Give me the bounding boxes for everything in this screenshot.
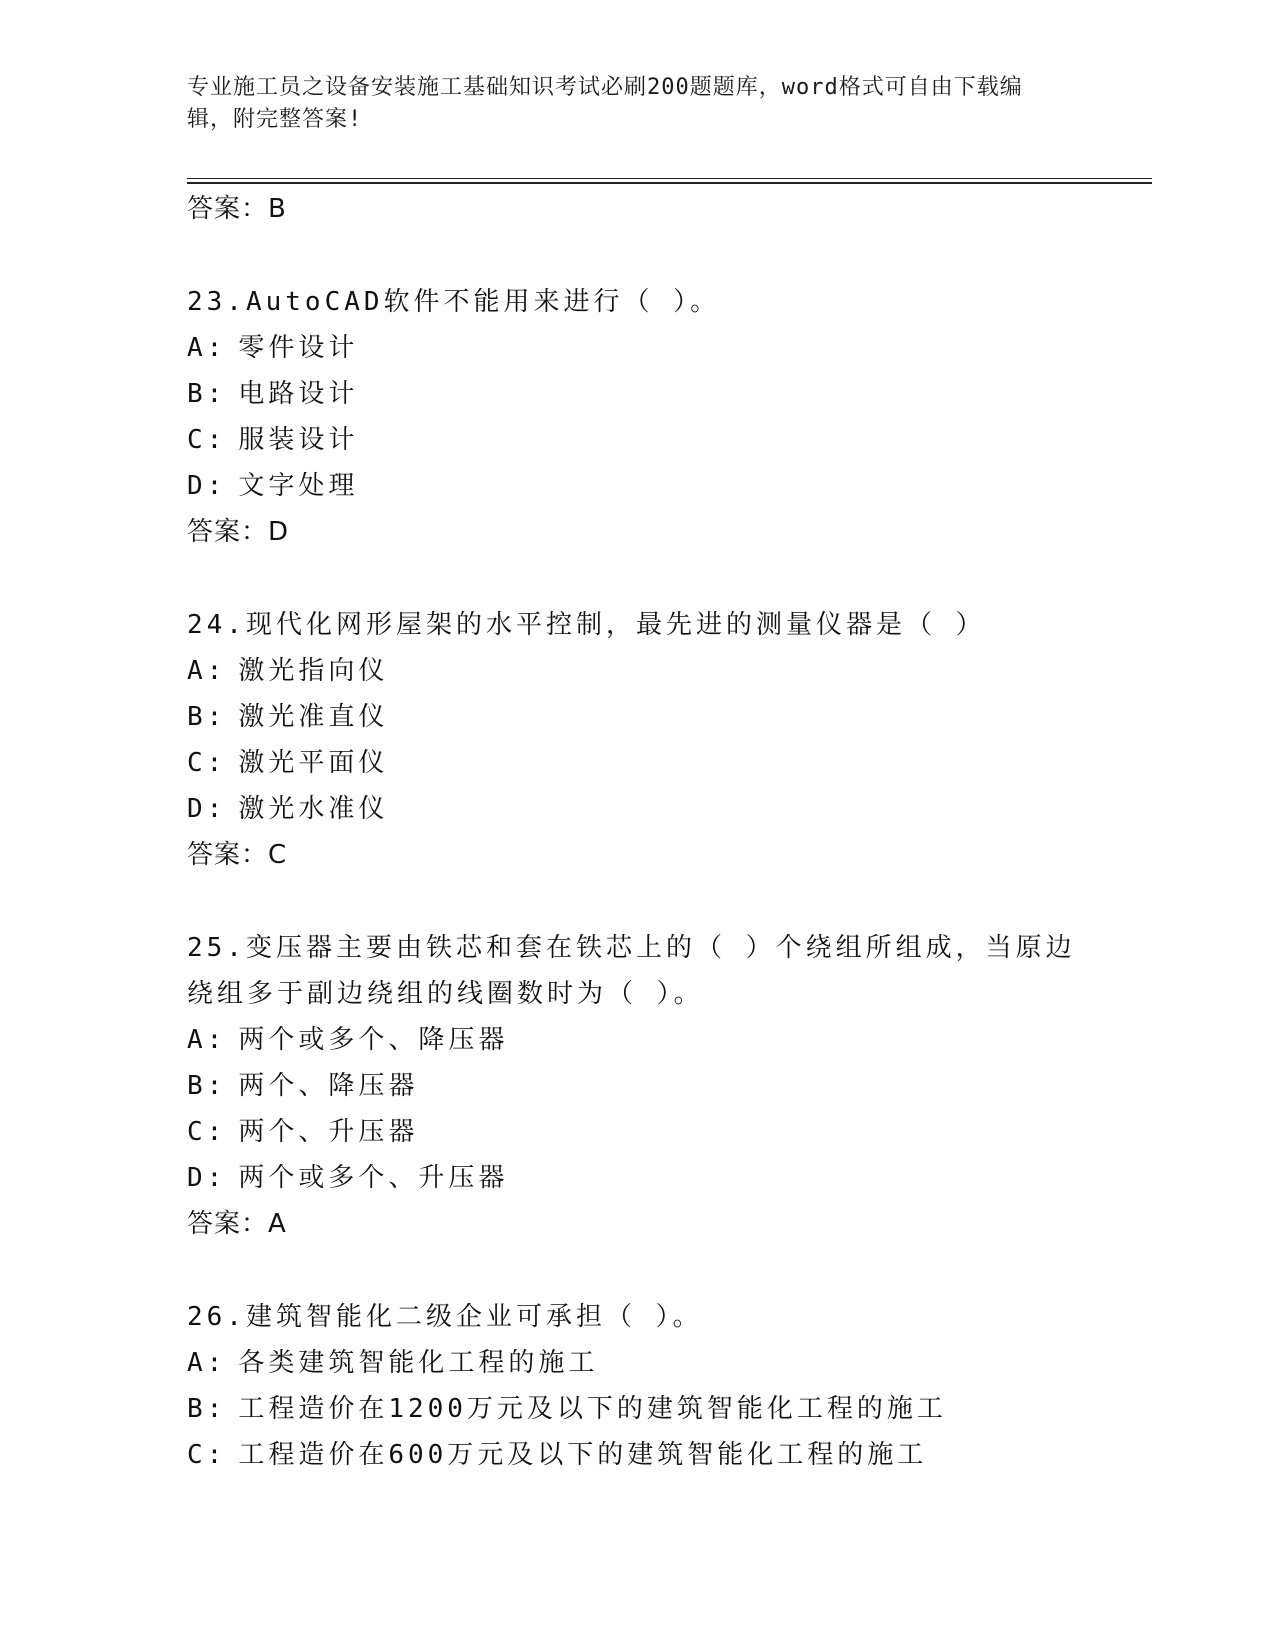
- answer-line: [187, 832, 1087, 878]
- answer-label: 答案：: [187, 194, 269, 224]
- option-letter: D:: [187, 794, 227, 824]
- option-letter: A:: [187, 656, 227, 686]
- option-letter: A:: [187, 333, 227, 363]
- option-b: [187, 1063, 1087, 1109]
- answer-value: B: [268, 194, 287, 224]
- header-divider-thin: [187, 178, 1152, 179]
- answer-label: 答案：: [187, 840, 269, 870]
- option-letter: B:: [187, 379, 227, 409]
- option-d: [187, 463, 1087, 509]
- option-text: 两个、升压器: [238, 1117, 419, 1147]
- answer-label: 答案：: [187, 517, 269, 547]
- option-text: 激光平面仪: [238, 748, 389, 778]
- option-text: 电路设计: [238, 379, 359, 409]
- option-letter: A:: [187, 1348, 227, 1378]
- option-d: [187, 1155, 1087, 1201]
- question-text: 24.现代化网形屋架的水平控制，最先进的测量仪器是（ ）: [187, 610, 986, 640]
- question-block-24: [187, 602, 1087, 878]
- option-letter: C:: [187, 748, 227, 778]
- document-header: [187, 72, 1067, 136]
- option-a: [187, 325, 1087, 371]
- header-title: 专业施工员之设备安装施工基础知识考试必刷200题题库，word格式可自由下载编辑，附完整答案!: [187, 75, 1023, 132]
- option-letter: C:: [187, 1440, 227, 1470]
- option-text: 工程造价在1200万元及以下的建筑智能化工程的施工: [238, 1394, 947, 1424]
- option-c: [187, 1109, 1087, 1155]
- option-text: 两个、降压器: [238, 1071, 419, 1101]
- answer-label: 答案：: [187, 1209, 269, 1239]
- option-text: 各类建筑智能化工程的施工: [238, 1348, 599, 1378]
- option-letter: C:: [187, 425, 227, 455]
- answer-value: A: [268, 1209, 287, 1239]
- option-text: 激光水准仪: [238, 794, 389, 824]
- previous-answer: [187, 186, 1087, 232]
- answer-line: [187, 509, 1087, 555]
- option-text: 激光准直仪: [238, 702, 389, 732]
- question-block-25: [187, 925, 1087, 1247]
- option-text: 激光指向仪: [238, 656, 389, 686]
- option-b: [187, 694, 1087, 740]
- question-block-23: [187, 279, 1087, 555]
- option-a: [187, 1017, 1087, 1063]
- option-c: [187, 1432, 1087, 1478]
- option-a: [187, 1340, 1087, 1386]
- answer-line: [187, 1201, 1087, 1247]
- option-letter: B:: [187, 1394, 227, 1424]
- option-c: [187, 417, 1087, 463]
- question-block-26: [187, 1294, 1087, 1478]
- option-text: 两个或多个、升压器: [238, 1163, 509, 1193]
- option-text: 工程造价在600万元及以下的建筑智能化工程的施工: [238, 1440, 928, 1470]
- question-list: [187, 186, 1087, 1478]
- option-letter: B:: [187, 1071, 227, 1101]
- option-text: 服装设计: [238, 425, 359, 455]
- answer-value: C: [268, 840, 288, 870]
- question-text: 25.变压器主要由铁芯和套在铁芯上的（ ）个绕组所组成，当原边绕组多于副边绕组的线圈数时为（ ）。: [187, 933, 1076, 1009]
- option-text: 零件设计: [238, 333, 359, 363]
- option-text: 两个或多个、降压器: [238, 1025, 509, 1055]
- answer-value: D: [268, 517, 290, 547]
- option-letter: C:: [187, 1117, 227, 1147]
- question-text: 26.建筑智能化二级企业可承担（ ）。: [187, 1302, 703, 1332]
- option-d: [187, 786, 1087, 832]
- option-letter: A:: [187, 1025, 227, 1055]
- option-b: [187, 371, 1087, 417]
- option-text: 文字处理: [238, 471, 359, 501]
- option-letter: D:: [187, 1163, 227, 1193]
- option-letter: B:: [187, 702, 227, 732]
- header-divider-thick: [187, 182, 1152, 184]
- option-a: [187, 648, 1087, 694]
- option-letter: D:: [187, 471, 227, 501]
- question-text: 23.AutoCAD软件不能用来进行（ ）。: [187, 287, 721, 317]
- option-c: [187, 740, 1087, 786]
- option-b: [187, 1386, 1087, 1432]
